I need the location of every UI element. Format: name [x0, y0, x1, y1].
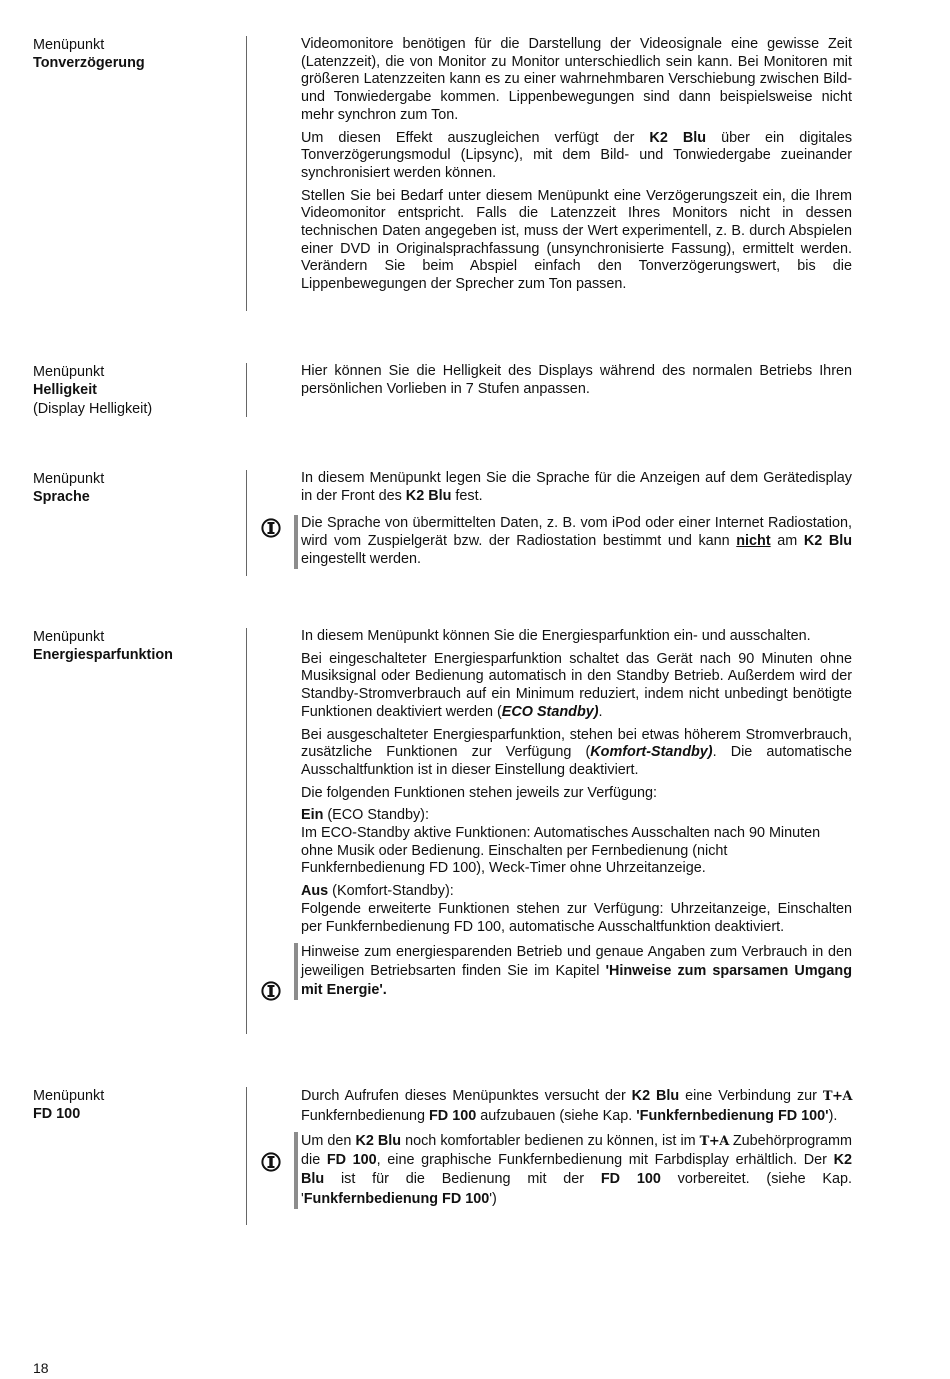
text: eingestellt werden.: [301, 550, 421, 567]
text: vorbereitet. (siehe Kap. ': [301, 1171, 852, 1207]
section-body: [301, 470, 852, 574]
text: ).: [828, 1107, 838, 1124]
text: , eine graphische Funkfernbedienung mit Farbdisplay erhältlich. Der: [376, 1152, 834, 1169]
paragraph: Die folgenden Funktionen stehen jeweils zur Verfügung:: [301, 784, 657, 801]
text: am: [770, 533, 804, 550]
section-label: [33, 470, 233, 507]
emphasis: Komfort-Standby): [590, 744, 713, 761]
text: Die Sprache von übermittelten Daten, z. B. vom iPod oder einer Internet Radiostation, wird vom Zuspielgerät bzw. der Radiostation bestimmt und kann: [301, 515, 852, 550]
section-body: [301, 628, 852, 1005]
divider: [246, 470, 247, 576]
divider: [246, 363, 247, 417]
divider: [246, 1087, 247, 1225]
product-name: FD 100: [600, 1171, 661, 1188]
note-paragraph: [294, 1132, 852, 1209]
paragraph: In diesem Menüpunkt können Sie die Energiesparfunktion ein- und ausschalten.: [301, 628, 811, 644]
chapter-ref: 'Funkfernbedienung FD 100': [636, 1107, 829, 1124]
section-label: [33, 1087, 233, 1124]
divider: [246, 628, 247, 1034]
product-name: FD 100: [326, 1152, 377, 1169]
ta-logo: T+A: [699, 1134, 729, 1149]
menu-title: Tonverzögerung: [33, 55, 145, 72]
chapter-ref: Funkfernbedienung FD 100: [303, 1190, 490, 1207]
text: In diesem Menüpunkt legen Sie die Sprache für die Anzeigen auf dem Gerätedisplay in der Front des: [301, 470, 852, 504]
section-label: [33, 36, 233, 73]
text: (ECO Standby):: [323, 807, 429, 824]
text: Durch Aufrufen dieses Menüpunktes versucht der: [301, 1088, 632, 1104]
text: fest.: [451, 487, 483, 504]
paragraph: [301, 1087, 852, 1126]
section-body: [301, 1087, 852, 1214]
ta-logo: T+A: [822, 1089, 853, 1104]
text: Folgende erweiterte Funktionen stehen zur Verfügung: Uhrzeitanzeige, Einschalten per Funkfernbedienung FD 100, automatische Ausschaltfunktion deaktiviert.: [301, 900, 852, 935]
emphasis: ECO Standby): [501, 703, 599, 720]
product-name: K2 Blu: [631, 1088, 680, 1104]
menu-title: Helligkeit: [33, 382, 97, 399]
text: Um diesen Effekt auszugleichen verfügt der: [301, 129, 650, 146]
section-label: [33, 363, 233, 418]
divider: [246, 36, 247, 311]
text: Im ECO-Standby aktive Funktionen: Automatisches Ausschalten nach 90 Minuten ohne Musik oder Bedienung. Einschalten per Fernbedienung (nicht Funkfernbedienung FD 100), Weck-Timer ohne Uhrzeitanzeige.: [301, 825, 821, 877]
paragraph: [301, 727, 852, 780]
text: ist für die Bedienung mit der: [324, 1171, 601, 1188]
paragraph: [301, 883, 852, 936]
paragraph: [301, 470, 852, 505]
menu-subtitle: (Display Helligkeit): [33, 400, 153, 417]
text: aufzubauen (siehe Kap.: [476, 1107, 637, 1124]
text: . Die automatische Ausschaltfunktion ist in dieser Einstellung deaktiviert.: [301, 744, 852, 778]
info-icon: [261, 981, 281, 1001]
paragraph: Stellen Sie bei Bedarf unter diesem Menüpunkt eine Verzögerungszeit ein, die Ihrem Videomonitor entspricht. Falls die Latenzzeit Ihres Monitors nicht in dessen technischen Daten angegeben ist, muss der Wert experimentell, z. B. durch Abspielen einer DVD in Originalsprachfassung (unsynchronisierte Fassung), ermittelt werden. Verändern Sie beim Abspiel einfach den Tonverzögerungswert, bis die Lippenbewegungen der Sprecher zum Ton passen.: [301, 187, 852, 293]
note-paragraph: [294, 943, 852, 1000]
product-name: K2 Blu: [803, 533, 852, 550]
section-label: [33, 628, 233, 665]
option-name: Ein: [301, 807, 324, 824]
note-paragraph: [294, 515, 852, 568]
emphasis: nicht: [736, 533, 771, 550]
text: über ein digitales Tonverzögerungsmodul (Lipsync), mit dem Bild- und Tonwiedergabe zueinander synchronisiert werden können.: [301, 129, 853, 181]
info-icon: [261, 1152, 281, 1172]
text: Bei ausgeschalteter Energiesparfunktion, stehen bei etwas höherem Stromverbrauch, zusätzliche Funktionen zur Verfügung (: [301, 726, 852, 761]
info-icon: [261, 518, 281, 538]
menu-title: Sprache: [33, 489, 90, 506]
text: noch komfortabler bedienen zu können, ist im: [401, 1133, 700, 1149]
text: Um den: [301, 1133, 356, 1149]
paragraph: [301, 651, 852, 722]
option-name: Aus: [301, 883, 329, 900]
paragraph: [301, 807, 852, 878]
product-name: K2 Blu: [355, 1133, 402, 1149]
text: Zubehörprogramm die: [301, 1133, 853, 1169]
product-name: K2 Blu: [405, 487, 452, 504]
menu-label: Menüpunkt: [33, 471, 105, 487]
product-name: FD 100: [429, 1107, 477, 1124]
menu-label: Menüpunkt: [33, 1088, 105, 1104]
section-body: [301, 36, 852, 299]
chapter-ref: 'Hinweise zum sparsamen Umgang mit Energie'.: [301, 963, 852, 999]
product-name: K2 Blu: [649, 129, 707, 146]
text: .: [598, 703, 603, 720]
text: Bei eingeschalteter Energiesparfunktion schaltet das Gerät nach 90 Minuten ohne Musiksignal oder Bedienung automatisch in den Standby Betrieb. Außerdem wird der Standby-Stromverbrauch auf ein Minimum reduziert, indem nicht unbedingt benötigte Funktionen deaktiviert werden (: [301, 650, 852, 720]
text: '): [489, 1190, 497, 1207]
section-body: [301, 363, 852, 403]
paragraph: Videomonitore benötigen für die Darstellung der Videosignale eine gewisse Zeit (Latenzzeit), die von Monitor zu Monitor unterschiedlich sein kann. Bei Monitoren mit größeren Latenzzeiten kann es zu einer wahrnehmbaren Verschiebung zwischen Bild- und Tonwiedergabe kommen. Lippenbewegungen sind dann beispielsweise nicht mehr synchron zum Ton.: [301, 36, 852, 123]
text: eine Verbindung zur: [679, 1088, 823, 1104]
text: Funkfernbedienung: [301, 1107, 430, 1124]
text: Hinweise zum energiesparenden Betrieb und genaue Angaben zum Verbrauch in den jeweiligen Betriebsarten finden Sie im Kapitel: [301, 944, 852, 980]
paragraph: Hier können Sie die Helligkeit des Displays während des normalen Betriebs Ihren persönlichen Vorlieben in 7 Stufen anpassen.: [301, 363, 852, 397]
menu-label: Menüpunkt: [33, 364, 105, 380]
paragraph: [301, 130, 852, 183]
page-number: 18: [33, 1360, 49, 1376]
menu-title: Energiesparfunktion: [33, 647, 173, 664]
menu-label: Menüpunkt: [33, 629, 105, 645]
menu-label: Menüpunkt: [33, 37, 105, 53]
text: (Komfort-Standby):: [328, 883, 454, 900]
menu-title: FD 100: [33, 1106, 81, 1123]
product-name: K2 Blu: [301, 1152, 852, 1188]
